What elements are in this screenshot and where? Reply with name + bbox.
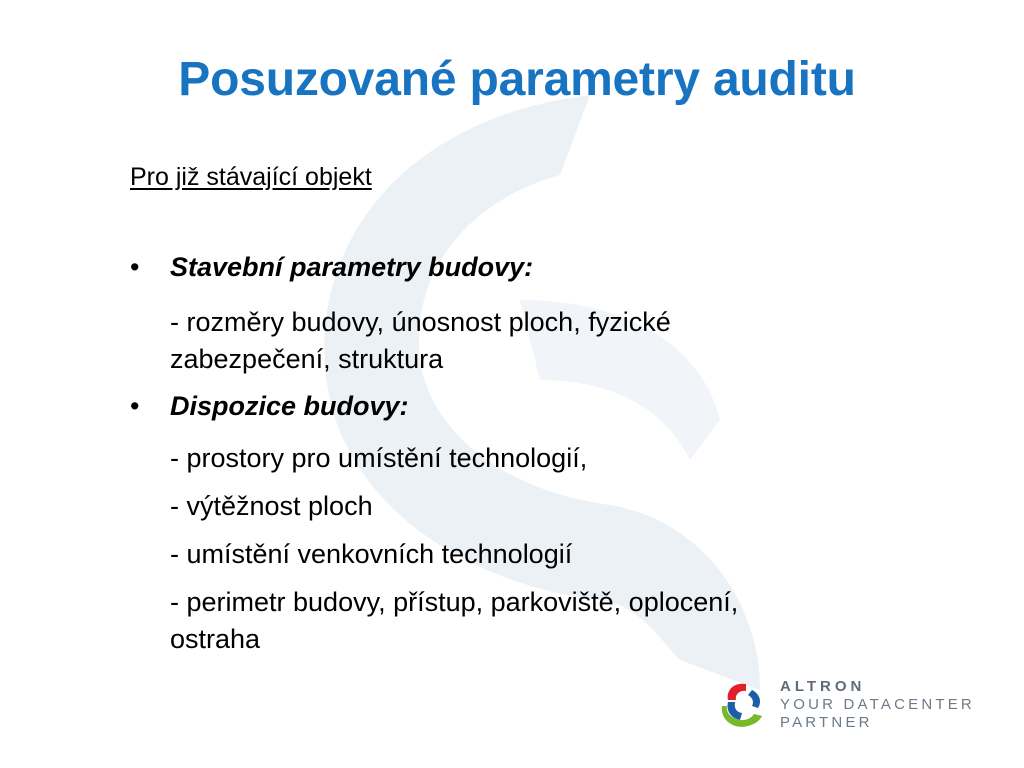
sub-item-line: - výtěžnost ploch [170, 491, 373, 521]
sub-item [170, 584, 738, 658]
slide-subtitle: Pro již stávající objekt [130, 163, 372, 191]
sub-item-line: - umístění venkovních technologií [170, 539, 573, 569]
logo-tagline: YOUR DATACENTER [780, 696, 975, 713]
sub-item [170, 440, 587, 477]
altron-logo [716, 678, 996, 738]
altron-logo-icon [716, 680, 774, 730]
sub-item [170, 488, 373, 525]
sub-item-line: - prostory pro umístění technologií, [170, 443, 588, 473]
bullet-marker: • [130, 252, 140, 282]
slide-title: Posuzované parametry auditu [178, 53, 856, 106]
sub-item-line: zabezpečení, struktura [170, 344, 444, 374]
bullet-heading: Stavební parametry budovy: [170, 252, 534, 282]
sub-item-line: - rozměry budovy, únosnost ploch, fyzické [170, 307, 671, 337]
logo-brand: ALTRON [780, 678, 866, 695]
bullet-marker: • [130, 391, 140, 421]
sub-item [170, 304, 671, 378]
sub-item-line: - perimetr budovy, přístup, parkoviště, oplocení, [170, 587, 739, 617]
sub-item [170, 536, 572, 573]
sub-item-line: ostraha [170, 624, 261, 654]
altron-logo-text [780, 678, 975, 732]
bullet-heading: Dispozice budovy: [170, 391, 409, 421]
logo-tagline: PARTNER [780, 714, 873, 731]
